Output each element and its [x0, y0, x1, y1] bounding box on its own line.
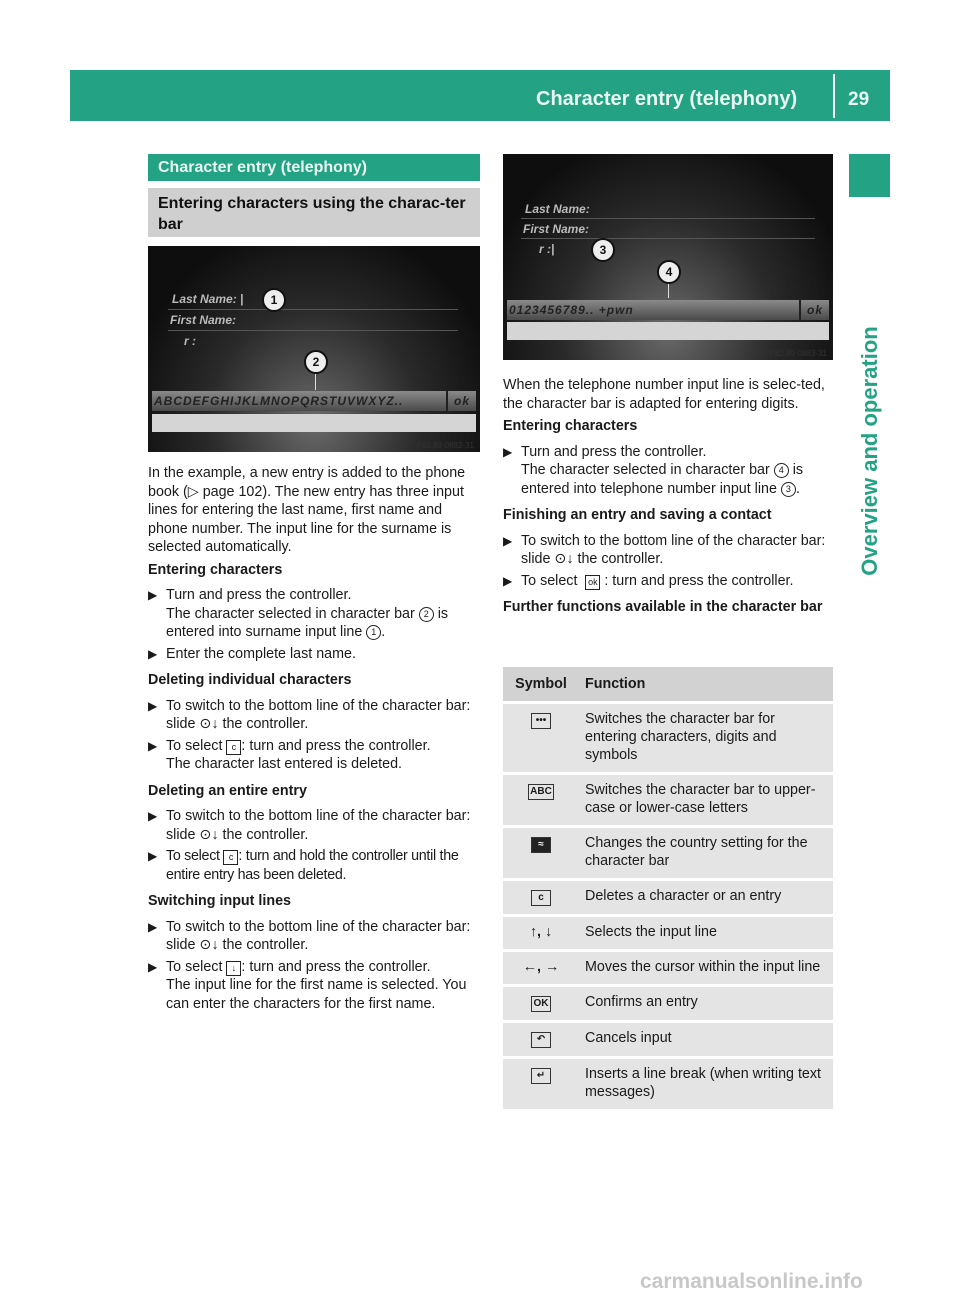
- side-tab-marker: [849, 154, 890, 197]
- callout-2-pointer: [315, 374, 316, 390]
- step-text: .: [795, 480, 800, 497]
- ok-button-graphic: ok: [801, 300, 829, 320]
- bottom-line-bar: [152, 414, 476, 432]
- callout-1: 1: [262, 288, 286, 312]
- table-row: [503, 828, 833, 878]
- up-down-arrows-icon: ↑, ↓: [529, 924, 553, 940]
- callout-ref-4: 4: [774, 463, 789, 478]
- more-symbols-icon: •••: [531, 713, 551, 729]
- function-cell: Moves the cursor within the input line: [579, 952, 833, 984]
- step-arrow-icon: ▶: [148, 959, 158, 974]
- step-text: : turn and press the controller.: [241, 737, 431, 754]
- callout-ref-3: 3: [781, 482, 796, 497]
- step-arrow-icon: ▶: [503, 533, 513, 548]
- step-text: To switch to the bottom line of the character bar: slide ⊙↓ the controller.: [166, 697, 471, 732]
- step-item: [503, 443, 837, 499]
- divider-line: [521, 238, 815, 239]
- step-text: is entered into surname input line: [166, 605, 449, 640]
- step-text: [521, 572, 837, 591]
- step-arrow-icon: ▶: [148, 646, 158, 661]
- function-cell: Changes the country setting for the character bar: [579, 828, 833, 878]
- character-bar: ABCDEFGHIJKLMNOPQRSTUVWXYZ..: [152, 391, 446, 411]
- heading-switching-lines: Switching input lines: [148, 893, 291, 909]
- line-break-icon: ↵: [531, 1068, 551, 1084]
- delete-key-icon: c: [226, 740, 241, 755]
- step-text: To switch to the bottom line of the character bar: slide ⊙↓ the controller.: [166, 918, 471, 953]
- header-title: Character entry (telephony): [536, 88, 798, 110]
- callout-ref-1: 1: [366, 625, 381, 640]
- step-result: The input line for the first name is selected. You can enter the characters for the first name.: [166, 977, 467, 1012]
- step-text: Turn and press the controller.: [166, 587, 352, 603]
- heading-entering: Entering characters: [148, 561, 283, 578]
- function-cell: Switches the character bar to upper-case or lower-case letters: [579, 775, 833, 825]
- step-item: [148, 645, 482, 664]
- first-name-field: First Name:: [170, 313, 237, 327]
- character-bar: 0123456789.. +pwn: [507, 300, 799, 320]
- side-tab-label: Overview and operation: [857, 326, 882, 576]
- step-text: To switch to the bottom line of the character bar: slide ⊙↓ the controller.: [166, 808, 471, 843]
- callout-2: 2: [304, 350, 328, 374]
- step-text: : turn and hold the controller until the entire entry has been deleted.: [166, 848, 459, 883]
- step-text: [166, 737, 482, 756]
- step-text: The character selected in character bar: [166, 605, 415, 622]
- step-item: [148, 737, 482, 774]
- delete-icon: c: [531, 890, 551, 906]
- page-number: 29: [848, 89, 870, 110]
- phone-field: r :: [184, 334, 196, 348]
- ok-button-graphic: ok: [448, 391, 476, 411]
- step-text: : turn and press the controller.: [604, 572, 794, 589]
- heading-finishing: Finishing an entry and saving a contact: [503, 507, 772, 523]
- figure-code: P82.89-0883-31: [769, 349, 827, 358]
- symbol-cell: [503, 881, 579, 914]
- step-text: To select: [521, 572, 578, 589]
- callout-3: 3: [591, 238, 615, 262]
- down-arrow-key-icon: ↓: [226, 961, 241, 976]
- column-header-symbol: Symbol: [503, 667, 579, 701]
- functions-table: [503, 664, 833, 1112]
- left-right-arrows-icon: ←, →: [522, 959, 560, 975]
- step-item: [148, 847, 482, 884]
- step-text: The character selected in character bar: [521, 462, 770, 478]
- step-arrow-icon: ▶: [503, 573, 513, 588]
- step-arrow-icon: ▶: [148, 738, 158, 753]
- ok-icon: OK: [531, 996, 551, 1012]
- step-item: [148, 958, 482, 1014]
- step-text: is entered into telephone number input line: [521, 462, 804, 497]
- function-cell: Confirms an entry: [579, 987, 833, 1020]
- table-header-row: [503, 667, 833, 701]
- step-item: [503, 572, 837, 591]
- divider-line: [521, 218, 815, 219]
- divider-line: [168, 309, 458, 310]
- heading-deleting-individual: Deleting individual characters: [148, 672, 352, 688]
- callout-4: 4: [657, 260, 681, 284]
- step-result: The character last entered is deleted.: [166, 756, 403, 772]
- ok-key-icon: ok: [585, 575, 600, 590]
- delete-key-icon: c: [223, 850, 238, 865]
- table-row: [503, 952, 833, 984]
- step-text: To select: [166, 848, 220, 864]
- step-text: : turn and press the controller.: [241, 958, 431, 975]
- symbol-cell: [503, 704, 579, 772]
- callout-ref-2: 2: [419, 607, 434, 622]
- table-row: [503, 775, 833, 825]
- table-row: [503, 881, 833, 914]
- intro-paragraph: In the example, a new entry is added to the phone book (▷ page 102). The new entry has three input lines for entering the last name, first name and phone number. The input line for the surname is selected automatically.: [148, 465, 466, 555]
- table-row: [503, 704, 833, 772]
- step-arrow-icon: ▶: [148, 698, 158, 713]
- right-column: [503, 376, 837, 617]
- screenshot-character-bar-digits: [503, 154, 833, 360]
- step-arrow-icon: ▶: [148, 849, 158, 863]
- header-separator: [833, 74, 835, 118]
- section-subtitle: Entering characters using the charac-ter bar: [148, 188, 480, 237]
- table-row: [503, 1059, 833, 1109]
- step-text: To select: [166, 958, 223, 975]
- watermark: carmanualsonline.info: [640, 1270, 863, 1293]
- heading-deleting-entire: Deleting an entire entry: [148, 782, 307, 799]
- last-name-field: Last Name:: [525, 202, 590, 216]
- symbol-cell: [503, 1059, 579, 1109]
- first-name-field: First Name:: [523, 222, 590, 236]
- step-text: To select: [166, 737, 223, 754]
- step-item: [148, 586, 482, 642]
- step-text: .: [381, 624, 386, 640]
- symbol-cell: [503, 987, 579, 1020]
- column-header-function: Function: [579, 667, 833, 701]
- left-column: [148, 464, 482, 1013]
- section-title: Character entry (telephony): [148, 154, 480, 181]
- intro-paragraph: When the telephone number input line is selec-ted, the character bar is adapted for entering digits.: [503, 377, 825, 412]
- step-item: [148, 918, 482, 955]
- step-arrow-icon: ▶: [148, 809, 158, 823]
- country-flag-icon: ≈: [531, 837, 551, 853]
- phone-field: r :|: [539, 242, 555, 256]
- abc-case-icon: ABC: [528, 784, 554, 800]
- step-text: To switch to the bottom line of the character bar: slide ⊙↓ the controller.: [521, 532, 826, 567]
- symbol-cell: [503, 1023, 579, 1056]
- step-text: Turn and press the controller.: [521, 443, 707, 460]
- symbol-cell: [503, 775, 579, 825]
- table-row: [503, 987, 833, 1020]
- function-cell: Deletes a character or an entry: [579, 881, 833, 914]
- heading-entering: Entering characters: [503, 418, 638, 434]
- function-cell: Selects the input line: [579, 917, 833, 949]
- screenshot-character-bar-letters: [148, 246, 480, 452]
- step-text: [166, 958, 482, 977]
- step-text: [166, 847, 482, 884]
- step-arrow-icon: ▶: [148, 588, 158, 602]
- function-cell: Switches the character bar for entering characters, digits and symbols: [579, 704, 833, 772]
- step-arrow-icon: ▶: [503, 444, 513, 459]
- step-text: Enter the complete last name.: [166, 645, 356, 662]
- symbol-cell: [503, 917, 579, 949]
- heading-further-functions: Further functions available in the character bar: [503, 599, 823, 615]
- bottom-line-bar: [507, 322, 829, 340]
- step-result: [521, 461, 837, 498]
- last-name-field: Last Name: |: [172, 292, 244, 306]
- symbol-cell: [503, 828, 579, 878]
- step-result: [166, 605, 482, 642]
- table-row: [503, 1023, 833, 1056]
- step-item: [503, 532, 837, 569]
- table-row: [503, 917, 833, 949]
- symbol-cell: [503, 952, 579, 984]
- divider-line: [168, 330, 458, 331]
- function-cell: Inserts a line break (when writing text messages): [579, 1059, 833, 1109]
- step-item: [148, 807, 482, 844]
- step-item: [148, 697, 482, 734]
- figure-code: P82.89-0882-31: [416, 441, 474, 450]
- back-icon: ↶: [531, 1032, 551, 1048]
- step-arrow-icon: ▶: [148, 919, 158, 934]
- function-cell: Cancels input: [579, 1023, 833, 1056]
- callout-4-pointer: [668, 282, 669, 298]
